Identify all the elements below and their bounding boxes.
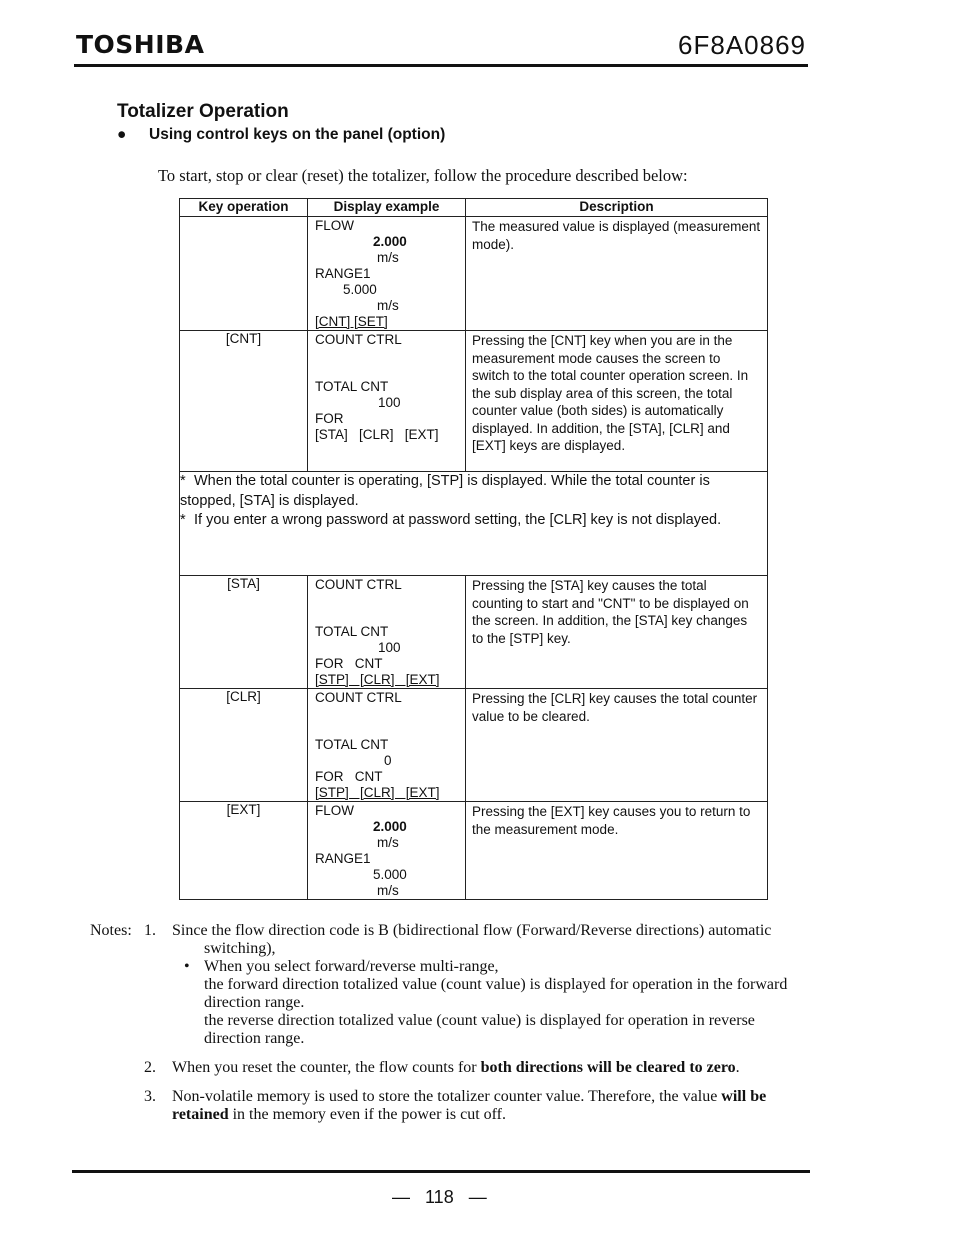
- display-cell: [308, 576, 466, 689]
- table-row: [180, 217, 768, 331]
- key-operation-table: [179, 198, 768, 900]
- key-cell: [EXT]: [180, 802, 308, 900]
- bullet-heading-text: Using control keys on the panel (option): [149, 126, 446, 143]
- table-row: [180, 331, 768, 472]
- header-rule: [74, 64, 808, 67]
- table-row: [180, 576, 768, 689]
- table-row: [180, 689, 768, 802]
- table-header: Description: [466, 199, 768, 217]
- table-header: Key operation: [180, 199, 308, 217]
- description-cell: The measured value is displayed (measurement mode).: [466, 217, 768, 331]
- table-row: [180, 802, 768, 900]
- display-example: COUNT CTRL TOTAL CNT 0 FOR CNT [STP] [CLR] [EXT]: [315, 690, 440, 800]
- section-title: Totalizer Operation: [117, 101, 289, 122]
- display-cell: [308, 331, 466, 472]
- description-cell: Pressing the [CLR] key causes the total counter value to be cleared.: [466, 689, 768, 802]
- note-item: 2. When you reset the counter, the flow counts for both directions will be cleared to zero.: [144, 1059, 740, 1076]
- note-sub-bullet: • When you select forward/reverse multi-range, the forward direction totalized value (count value) is displayed for operation in the forward direction range. the reverse direction totalized value (count value) is displayed for operation in reverse direction range.: [184, 958, 788, 1047]
- notes-label: Notes:: [90, 922, 132, 939]
- display-example: FLOW 2.000 m/s RANGE1 5.000 m/s: [315, 803, 407, 898]
- display-example: COUNT CTRL TOTAL CNT 100 FOR CNT [STP] [CLR] [EXT]: [315, 577, 440, 687]
- description-cell: Pressing the [EXT] key causes you to return to the measurement mode.: [466, 802, 768, 900]
- description-cell: Pressing the [STA] key causes the total counting to start and "CNT" to be displayed on the screen. In addition, the [STA] key changes to the [STP] key.: [466, 576, 768, 689]
- key-cell: [180, 217, 308, 331]
- bullet-icon: •: [184, 958, 190, 975]
- note-item: 3. Non-volatile memory is used to store the totalizer counter value. Therefore, the value will be retained in the memory even if the power is cut off.: [144, 1088, 767, 1123]
- notes-section: [90, 922, 810, 1124]
- key-cell: [STA]: [180, 576, 308, 689]
- table-header: Display example: [308, 199, 466, 217]
- key-cell: [CNT]: [180, 331, 308, 472]
- bullet-heading: [117, 126, 445, 144]
- display-cell: [308, 217, 466, 331]
- display-cell: [308, 802, 466, 900]
- intro-text: To start, stop or clear (reset) the totalizer, follow the procedure described below:: [158, 166, 688, 185]
- footer-rule: [72, 1170, 810, 1173]
- display-cell: [308, 689, 466, 802]
- page-number: — 118 —: [392, 1187, 487, 1207]
- display-example: FLOW 2.000 m/s RANGE1 5.000 m/s [CNT] [SET]: [315, 218, 407, 329]
- table-header-row: [180, 199, 768, 217]
- table-note: * When the total counter is operating, [STP] is displayed. While the total counter is stopped, [STA] is displayed.: [180, 473, 710, 509]
- table-notes-cell: [180, 472, 768, 576]
- brand-logo: TOSHIBA: [76, 30, 205, 59]
- table-notes-row: [180, 472, 768, 576]
- document-number: 6F8A0869: [678, 30, 806, 60]
- key-cell: [CLR]: [180, 689, 308, 802]
- note-item: 1. Since the flow direction code is B (bidirectional flow (Forward/Reverse directions) automatic switching), • When you select forward/reverse multi-range, the forward direction totalized value (count value) is displayed for operation in the forward direction range. the reverse direction totalized value (count value) is displayed for operation in reverse direction range.: [172, 922, 810, 1048]
- description-cell: Pressing the [CNT] key when you are in the measurement mode causes the screen to switch to the total counter operation screen. In the sub display area of this screen, the total counter value (both sides) is automatically displayed. In addition, the [STA], [CLR] and [EXT] keys are displayed.: [466, 331, 768, 472]
- bullet-icon: ●: [117, 126, 127, 143]
- display-example: COUNT CTRL TOTAL CNT 100 FOR [STA] [CLR] [EXT]: [315, 332, 439, 442]
- table-note: * If you enter a wrong password at password setting, the [CLR] key is not displayed.: [180, 512, 722, 528]
